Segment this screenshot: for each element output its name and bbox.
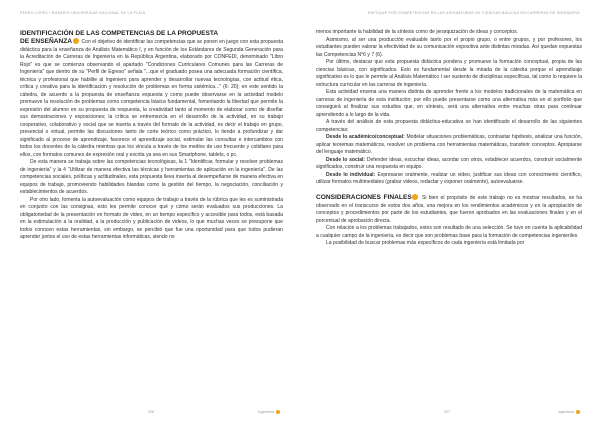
left-running-head: PEDRO LÓPEZ / ROSARIO UNIVERSIDAD NACIONAL DE LA PLATA — [20, 11, 146, 15]
left-footer-brand-label: Ingeniería — [258, 410, 274, 414]
paragraph-limitations: La posibilidad de buscar problemas más específicos de cada ingeniería está limitada por — [326, 240, 525, 247]
second-paragraph: De esta manera se trabaja sobre las competencias tecnológicas, la 1 "Identificar, formular y resolver problemas de ingeniería" y la 4 "Utilizar de manera efectiva las técnicas y herramientas de aplicación en la ingeniería". De las competencias sociales, políticas y actitudinales, esta propuesta lleva inserta al desempeñarse de manera efectiva en equipos de trabajo, promoviendo habilidades blandas como la gestión del tiempo, la negociación, conciliación y establecimientos de acuerdos. — [20, 159, 283, 196]
right-footer-brand — [558, 410, 580, 414]
right-page-number: 297 — [444, 410, 450, 414]
right-page — [300, 0, 600, 424]
first-paragraph-text: Con el objetivo de identificar las competencias que se ponen en juego con esta propuesta didáctica para la enseñanza de Análisis Matemático I, y en función de los Estándares de Segunda Generación para la Acreditación de Carreras de Ingeniería en la República Argentina, elaborado por CONFEDI, denominado "Libro Rojo" es que se comienza observando el apartado "Condiciones Curriculares Comunes para las Carreras de Ingeniería" que dentro de su "Perfil de Egreso" señala "...que el graduado posea una adecuada formación científica, técnica y profesional que habilite al ingeniero para aprender y desarrollar nuevas tecnologías, con actitud ética, crítica y creativa para la identificación y resolución de problemas en forma sistémica..." (6: 20); en este sentido la cátedra, de acuerdo a la propuesta de enseñanza expuesta y como puede observarse en la actividad modelo promueve la resolución de problemas como competencia básica fundamental, fomentando la libertad que permite la expresión del alumno en su propuesta de respuesta, la creatividad tanto al momento de elaborar como de diseñar sus demostraciones y exposiciones; la crítica se entremezcla en el desarrollo de la actividad, en su trabajo cooperativo, colaborativo y social que se inserta a través del formato de la actividad, es decir el trabajo en grupo, presencial o virtual, permite las discusiones tanto de corte teórico como práctico, lo tiende a profundizar y dar significado al proceso de aprendizaje, favorece el aprendizaje social, estimular las consultas e intercambios con todos los docentes de la cátedra mientras que los vincula a través de los medios de uso frecuente y cotidiano para ellos, con formatos comunes de expresión oral y escrita ya sea en sus Smartphone, tablets, o pc. — [20, 39, 284, 158]
first-paragraph — [20, 38, 283, 159]
conclusions-text: Si bien el propósito de este trabajo no es mostrar resultados, se ha observado en el transcurso de estos dos años, una mejora en los rendimientos académicos y en la apropiación de conceptos y procedimientos por parte de los estudiantes, que fueron aprobados en las evaluaciones finales y en el porcentual de aprobación directa. — [316, 195, 583, 224]
paragraph-problems: Con relación a los problemas trabajados, estos son resultado de una selección. Se tuvo en cuenta la aplicabilidad a cualquier campo de la ingeniería, es decir que son problemas base para la formación de competencias ingenieriles. — [316, 225, 582, 239]
competency-individual-lead: Desde lo individual: — [326, 171, 376, 178]
section-heading-line2: DE ENSEÑANZA — [20, 38, 73, 46]
conclusions-paragraph — [316, 194, 582, 225]
competency-individual-text: Expresarse oralmente, realizar un video, justificar sus ideas con conocimiento científico, utilizar formatos multimediales (grabar videos, redactar y exponer oralmente), autoevaluarse. — [316, 171, 582, 185]
paragraph-evaluation: Asimismo, al ser una producción evaluable tanto por el propio grupo, o entre grupos, y por profesores, los estudiantes pueden valorar la efectividad de su comunicación expositiva ante distintas miradas. Así quedan expuestas las Competencias N°6 y 7 (6). — [316, 36, 582, 58]
left-footer-brand — [258, 410, 280, 414]
orange-dot-icon — [412, 194, 418, 200]
paragraph-conceptual: Por último, destacar que esta propuesta didáctica pondera y promueve la formación conceptual, propia de las ciencias básicas, con significados. Esto es fundamental desde la mirada de la cátedra porque el aprendizaje significativo es lo que le permite al Análisis Matemático I ser sustento de disciplinas específicas, tal como lo requiere la estructura curricular en las carreras de ingeniería. — [316, 59, 582, 88]
competency-social-text: Defender ideas, escuchar ideas, acordar con otros, establecer acuerdos, construir socialmente significados, construir una respuesta en equipo. — [316, 156, 582, 170]
competency-academic — [316, 134, 582, 157]
right-page-body — [316, 29, 582, 248]
continued-paragraph: menos importante la habilidad de la síntesis como de jerarquización de ideas y conceptos. — [316, 29, 518, 35]
left-page-body — [20, 29, 283, 242]
paragraph-alternative: Esta actividad ensena una manera distinta de aprender frente a los modelos tradicionales de la matemática en carreras de ingeniería de esta institución; por ello puede presentarse como una alternativa más en el portfolio que conseguirá al finalizar sus estudios que, en síntesis, será una alternativa entre muchas otras para continuar aprendiendo a lo largo de la vida. — [316, 89, 582, 118]
brand-dot-icon — [276, 410, 280, 414]
orange-dot-icon — [73, 38, 79, 44]
competency-academic-lead: Desde lo académico/conceptual: — [326, 134, 405, 140]
competency-academic-text: Modelar situaciones problemáticas, contrastar hipótesis, analizar una función, aplicar teoremas matemáticos, resolver un problema con herramientas matemáticas, transferir conceptos. Apropiarse del lenguaje matemático. — [316, 134, 582, 155]
right-footer-brand-label: Ingeniería — [558, 410, 574, 414]
section-heading-line1: IDENTIFICACIÓN DE LAS COMPETENCIAS DE LA PROPUESTA — [20, 30, 219, 37]
brand-dot-icon — [576, 410, 580, 414]
conclusions-heading: CONSIDERACIONES FINALES — [316, 194, 412, 202]
paragraph-competencies-intro: A través del análisis de esta propuesta didáctica-educativa se han identificado el desarrollo de las siguientes competencias: — [316, 119, 582, 133]
third-paragraph: Por otro lado, fomenta la autoevaluación como equipos de trabajo a través de la rúbrica que les es suministrada en conjunto con las consignas, esto les permite conocer qué y cómo serán evaluados sus producciones. La obligatoriedad de la presentación en formato de video, en un tiempo específico y accesible para todos, está basada en la estimulación a la oralidad, a la producción y publicación de videos, lo que muchas veces se presupone que todos conocen estas herramientas, sin embargo, se percibió que fue una oportunidad para que todos pudieran aprender juntos el uso de estas herramientas informáticas, siendo no — [20, 196, 283, 241]
right-running-head: ENFOQUE POR COMPETENCIAS EN LAS ASIGNATURAS DE CIENCIAS BÁSICAS EN CARRERAS DE INGENIERÍA — [368, 11, 580, 15]
competency-social — [316, 157, 582, 172]
left-page-number: 296 — [148, 410, 154, 414]
competency-social-lead: Desde lo social: — [326, 156, 366, 163]
competency-individual — [316, 172, 582, 187]
